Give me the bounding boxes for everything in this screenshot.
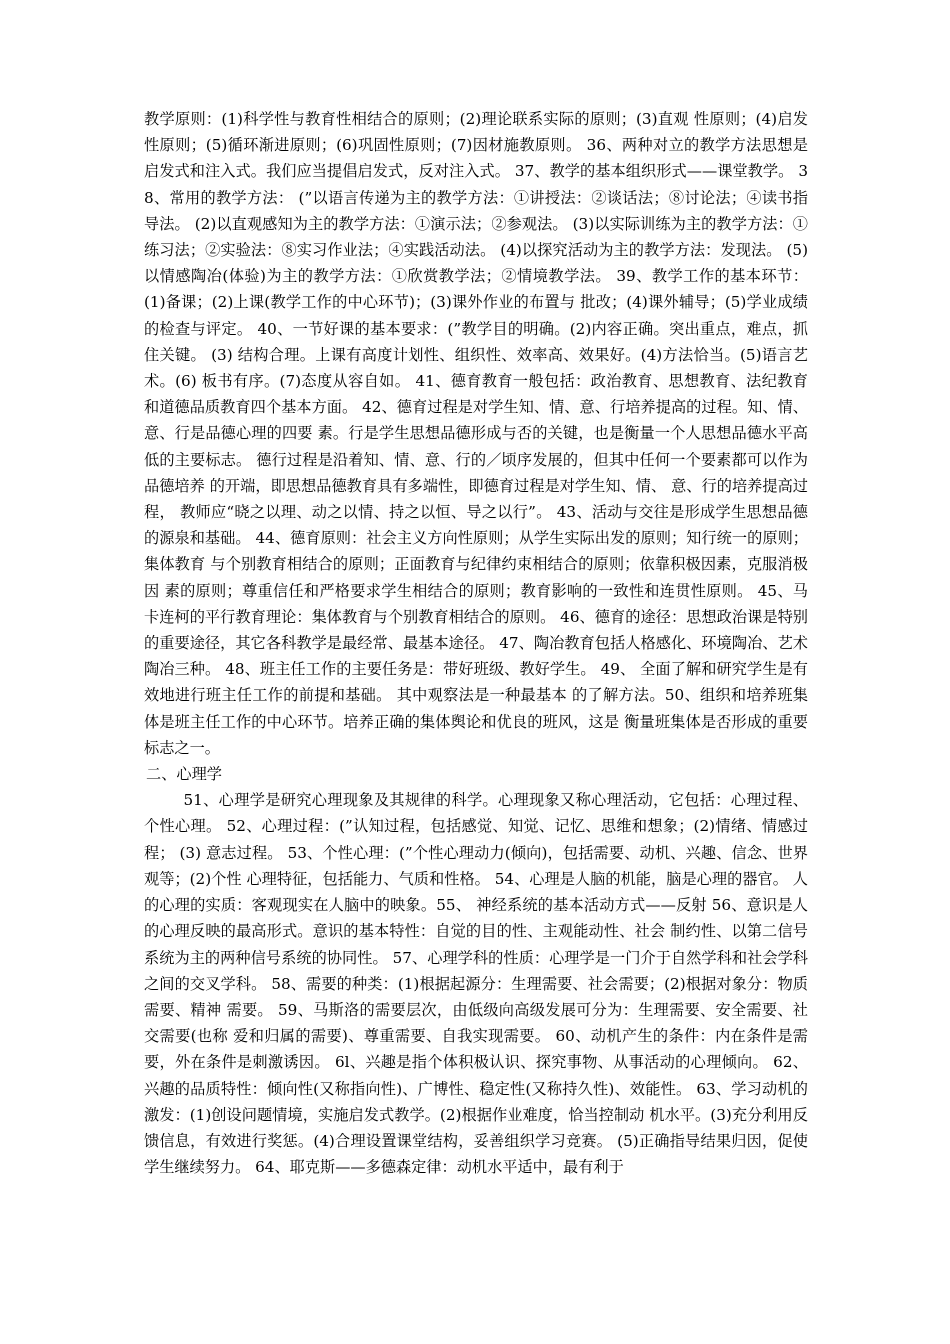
education-principles-paragraph: 教学原则：(1)科学性与教育性相结合的原则；(2)理论联系实际的原则；(3)直观 性原则；(4)启发性原则；(5)循环渐进原则；(6)巩固性原则；(7)因材施教原则。 36、两种对立的教学方法思想是启发式和注入式。我们应当提倡启发式，反对注入式。 37、教学的基本组织形式——课堂教学。 38、常用的教学方法： (”以语言传递为主的教学方法：①讲授法：②谈话法；⑧讨论法；④读书指导法。 (2)以直观感知为主的教学方法：①演示法；②参观法。 (3)以实际训练为主的教学方法：①练习法；②实验法：⑧实习作业法；④实践活动法。 (4)以探究活动为主的教学方法：发现法。 (5)以情感陶冶(体验)为主的教学方法：①欣赏教学法；②情境教学法。 39、教学工作的基本环节：(1)备课；(2)上课(教学工作的中心环节)；(3)课外作业的布置与 批改；(4)课外辅导；(5)学业成绩的检查与评定。 40、一节好课的基本要求：(”教学目的明确。(2)内容正确。突出重点，难点，抓住关键。 (3) 结构合理。上课有高度计划性、组织性、效率高、效果好。(4)方法恰当。(5)语言艺术。(6) 板书有序。(7)态度从容自如。 41、德育教育一般包括：政治教育、思想教育、法纪教育和道德品质教育四个基本方面。 42、德育过程是对学生知、情、意、行培养提高的过程。知、情、意、行是品德心理的四要 素。行是学生思想品德形成与否的关键，也是衡量一个人思想品德水平高低的主要标志。 德行过程是沿着知、情、意、行的／顷序发展的，但其中任何一个要素都可以作为品德培养 的开端，即思想品德教育具有多端性，即德育过程是对学生知、情、 意、行的培养提高过程， 教师应“晓之以理、动之以情、持之以恒、导之以行”。 43、活动与交往是形成学生思想品德的源泉和基础。 44、德育原则：社会主义方向性原则；从学生实际出发的原则；知行统一的原则；集体教育 与个别教育相结合的原则；正面教育与纪律约束相结合的原则；依靠积极因素，克服消极因 素的原则；尊重信任和严格要求学生相结合的原则；教育影响的一致性和连贯性原则。 45、马卡连柯的平行教育理论：集体教育与个别教育相结合的原则。 46、德育的途径：思想政治课是特别的重要途径，其它各科教学是最经常、最基本途径。 47、陶冶教育包括人格感化、环境陶冶、艺术陶冶三种。 48、班主任工作的主要任务是：带好班级、教好学生。 49、 全面了解和研究学生是有效地进行班主任工作的前提和基础。 其中观察法是一种最基本 的了解方法。50、组织和培养班集体是班主任工作的中心环节。培养正确的集体舆论和优良的班风，这是 衡量班集体是否形成的重要标志之一。	[144, 110, 808, 757]
document-page	[144, 106, 808, 1180]
section-heading-psychology: 二、心理学	[146, 765, 222, 784]
psychology-paragraph: 51、心理学是研究心理现象及其规律的科学。心理现象又称心理活动，它包括：心理过程、 个性心理。 52、心理过程：(”认知过程，包括感觉、知觉、记忆、思维和想象；(2)情绪、情感过程； (3) 意志过程。 53、个性心理：(”个性心理动力(倾向)，包括需要、动机、兴趣、信念、世界观等；(2)个性 心理特征，包括能力、气质和性格。 54、心理是人脑的机能，脑是心理的器官。 人的心理的实质：客观现实在人脑中的映象。55、 神经系统的基本活动方式——反射 56、意识是人的心理反映的最高形式。意识的基本特性：自觉的目的性、主观能动性、社会 制约性、以第二信号系统为主的两种信号系统的协同性。 57、心理学科的性质：心理学是一门介于自然学科和社会学科之间的交叉学科。 58、需要的种类：(1)根据起源分：生理需要、社会需要；(2)根据对象分：物质需要、精神 需要。 59、马斯洛的需要层次，由低级向高级发展可分为：生理需要、安全需要、社交需要(也称 爱和归属的需要)、尊重需要、自我实现需要。 60、动机产生的条件：内在条件是需要，外在条件是刺激诱因。 6l、兴趣是指个体积极认识、探究事物、从事活动的心理倾向。 62、兴趣的品质特性：倾向性(又称指向性)、广博性、稳定性(又称持久性)、效能性。 63、学习动机的激发：(1)创设问题情境，实施启发式教学。(2)根据作业难度，恰当控制动 机水平。(3)充分利用反馈信息，有效进行奖惩。(4)合理设置课堂结构，妥善组织学习竞赛。 (5)正确指导结果归因，促使学生继续努力。 64、耶克斯——多德森定律：动机水平适中，最有利于	[144, 791, 808, 1177]
